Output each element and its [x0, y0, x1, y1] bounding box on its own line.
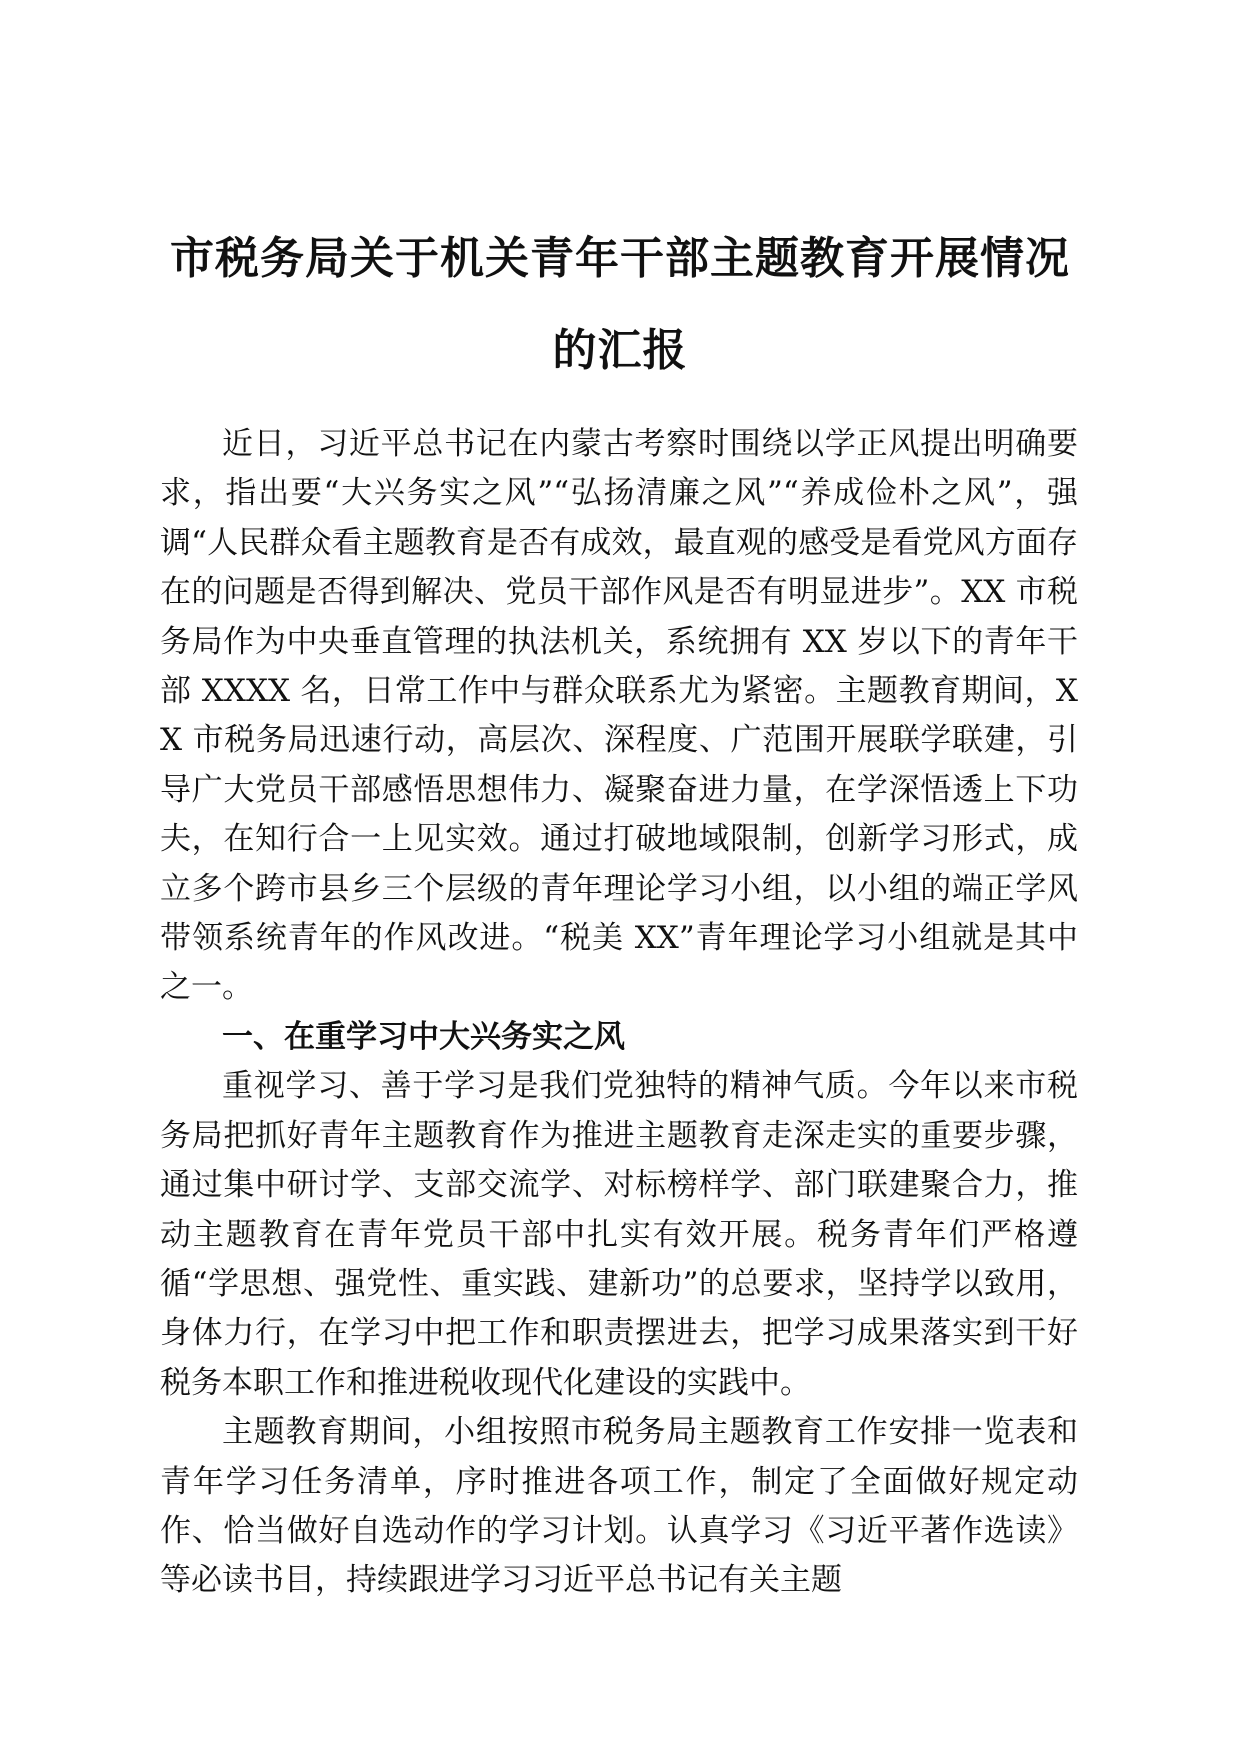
section-heading-1: 一、在重学习中大兴务实之风	[222, 1018, 625, 1055]
paragraph-study: 重视学习、善于学习是我们党独特的精神气质。今年以来市税务局把抓好青年主题教育作为推进主题教育走深走实的重要步骤，通过集中研讨学、支部交流学、对标榜样学、部门联建聚合力，推动主题教育在青年党员干部中扎实有效开展。税务青年们严格遵循“学思想、强党性、重实践、建新功”的总要求，坚持学以致用，身体力行，在学习中把工作和职责摆进去，把学习成果落实到干好税务本职工作和推进税收现代化建设的实践中。	[160, 1068, 1078, 1401]
title-line-1: 市税务局关于机关青年干部主题教育开展情况	[170, 233, 1070, 284]
title-line-2: 的汇报	[552, 325, 688, 376]
document-body	[160, 420, 1078, 1606]
paragraph-intro: 近日，习近平总书记在内蒙古考察时围绕以学正风提出明确要求，指出要“大兴务实之风”“弘扬清廉之风”“养成俭朴之风”，强调“人民群众看主题教育是否有成效，最直观的感受是看党风方面存在的问题是否得到解决、党员干部作风是否有明显进步”。XX 市税务局作为中央垂直管理的执法机关，系统拥有 XX 岁以下的青年干部 XXXX 名，日常工作中与群众联系尤为紧密。主题教育期间，XX 市税务局迅速行动，高层次、深程度、广范围开展联学联建，引导广大党员干部感悟思想伟力、凝聚奋进力量，在学深悟透上下功夫，在知行合一上见实效。通过打破地域限制，创新学习形式，成立多个跨市县乡三个层级的青年理论学习小组，以小组的端正学风带领系统青年的作风改进。“税美 XX”青年理论学习小组就是其中之一。	[160, 426, 1078, 1006]
paragraph-education-period: 主题教育期间，小组按照市税务局主题教育工作安排一览表和青年学习任务清单，序时推进各项工作，制定了全面做好规定动作、恰当做好自选动作的学习计划。认真学习《习近平著作选读》等必读书目，持续跟进学习习近平总书记有关主题	[160, 1414, 1078, 1599]
document-title	[150, 213, 1090, 397]
